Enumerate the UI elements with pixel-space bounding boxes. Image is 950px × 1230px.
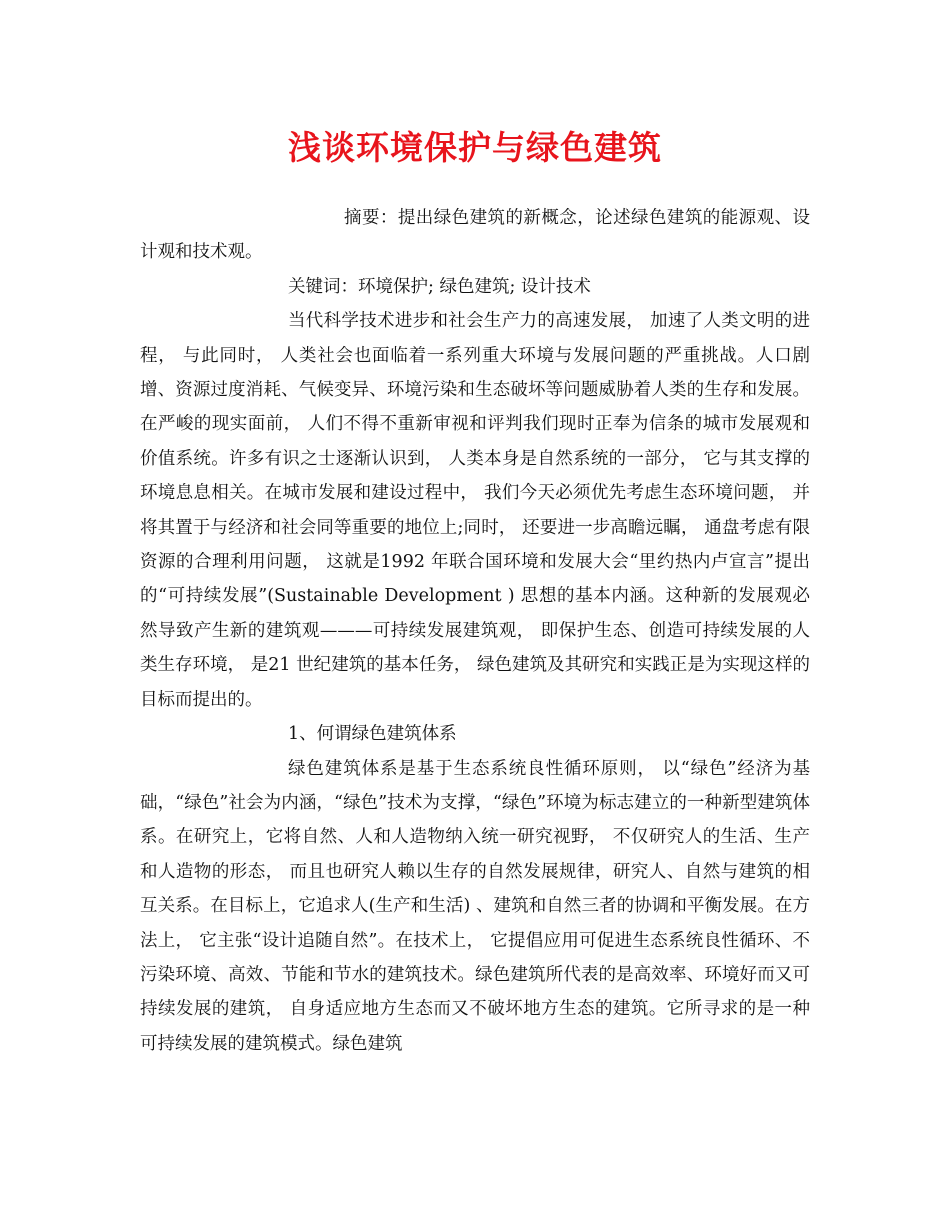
intro-paragraph: 当代科学技术进步和社会生产力的高速发展， 加速了人类文明的进程， 与此同时， 人类社会也面临着一系列重大环境与发展问题的严重挑战。人口剧增、资源过度消耗、气候变异、环境污染和生态破坏等问题威胁着人类的生存和发展。在严峻的现实面前， 人们不得不重新审视和评判我们现时正奉为信条的城市发展观和价值系统。许多有识之士逐渐认识到， 人类本身是自然系统的一部分， 它与其支撑的环境息息相关。在城市发展和建设过程中， 我们今天必须优先考虑生态环境问题， 并将其置于与经济和社会同等重要的地位上;同时， 还要进一步高瞻远瞩， 通盘考虑有限资源的合理利用问题， 这就是1992 年联合国环境和发展大会“里约热内卢宣言”提出的“可持续发展”(Sustainable Development ) 思想的基本内涵。这种新的发展观必然导致产生新的建筑观———可持续发展建筑观， 即保护生态、创造可持续发展的人类生存环境， 是21 世纪建筑的基本任务， 绿色建筑及其研究和实践正是为实现这样的目标而提出的。: [140, 311, 810, 710]
abstract-paragraph: 摘要：提出绿色建筑的新概念，论述绿色建筑的能源观、设计观和技术观。: [140, 208, 810, 263]
section-heading: 1、何谓绿色建筑体系: [288, 724, 457, 745]
document-body: [140, 201, 810, 1061]
section-paragraph: 绿色建筑体系是基于生态系统良性循环原则， 以“绿色”经济为基础，“绿色”社会为内涵，“绿色”技术为支撑，“绿色”环境为标志建立的一种新型建筑体系。在研究上，它将自然、人和人造物纳入统一研究视野， 不仅研究人的生活、生产和人造物的形态， 而且也研究人赖以生存的自然发展规律，研究人、自然与建筑的相互关系。在目标上，它追求人(生产和生活) 、建筑和自然三者的协调和平衡发展。在方法上， 它主张“设计追随自然”。在技术上， 它提倡应用可促进生态系统良性循环、不污染环境、高效、节能和节水的建筑技术。绿色建筑所代表的是高效率、环境好而又可持续发展的建筑， 自身适应地方生态而又不破坏地方生态的建筑。它所寻求的是一种可持续发展的建筑模式。绿色建筑: [140, 758, 810, 1054]
document-title: 浅谈环境保护与绿色建筑: [288, 128, 662, 167]
keywords-line: 关键词：环境保护; 绿色建筑; 设计技术: [288, 276, 591, 297]
